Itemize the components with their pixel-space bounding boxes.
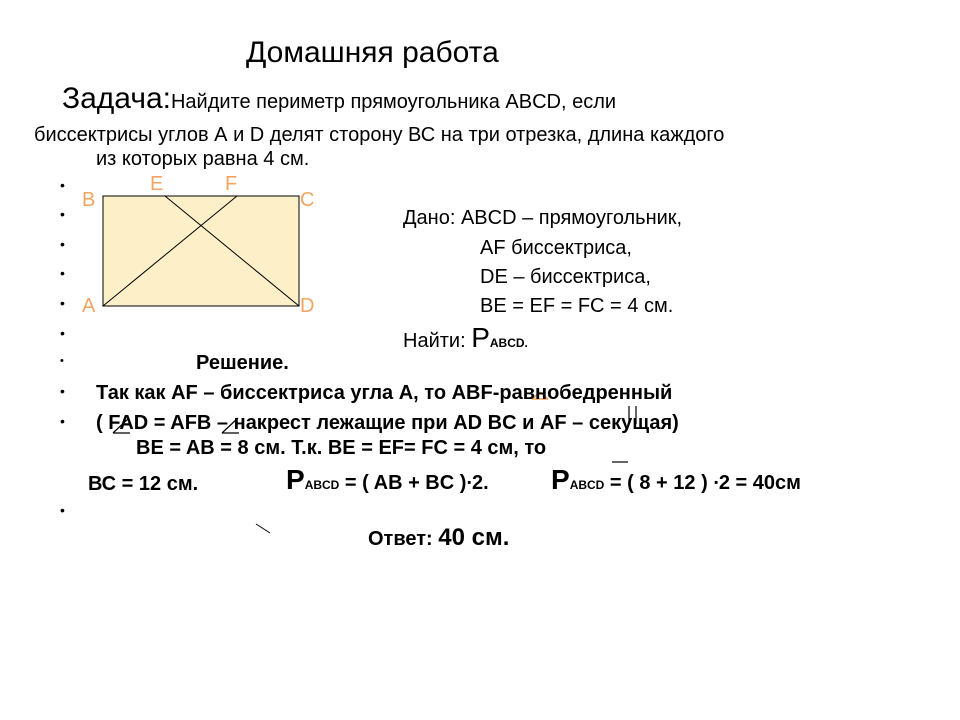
point-label-a: A <box>82 295 96 317</box>
bullet: • <box>60 265 65 281</box>
bullet: • <box>60 355 64 367</box>
point-label-f: F <box>225 173 238 195</box>
solution-line-2: ( FAD = AFB – накрест лежащие при AD BC и AF – секущая) <box>96 412 679 434</box>
bc-value: ВС = 12 см. <box>88 473 199 495</box>
given-line-4: BE = EF = FC = 4 см. <box>480 295 674 317</box>
given-line-1: Дано: ABCD – прямоугольник, <box>403 207 683 229</box>
solution-line-1: Так как AF – биссектриса угла А, то ABF-равнобедренный <box>96 382 673 404</box>
point-label-c: C <box>300 189 315 211</box>
bullet: • <box>60 502 65 518</box>
point-label-d: D <box>300 295 315 317</box>
solution-line-3: BE = AB = 8 см. Т.к. BE = EF= FC = 4 см, то <box>136 437 547 459</box>
bullet: • <box>60 206 65 222</box>
perimeter-subscript: ABCD <box>304 478 340 492</box>
perimeter-symbol: P <box>551 464 570 495</box>
bullet: • <box>60 413 65 429</box>
result-line <box>88 474 198 494</box>
bullet: • <box>60 177 65 193</box>
bullet: • <box>60 295 65 311</box>
task-text-line-1: Найдите периметр прямоугольника ABCD, если <box>170 91 617 113</box>
find-perimeter-subscript: ABCD. <box>489 336 528 350</box>
bullet: • <box>60 383 65 399</box>
answer-value: 40 см. <box>438 524 510 551</box>
perimeter-symbol: P <box>286 464 305 495</box>
answer-line <box>368 526 509 550</box>
task-text-line-2: биссектрисы углов А и D делят сторону ВС на три отрезка, длина каждого <box>34 124 725 146</box>
task-text-line-3: из которых равна 4 см. <box>96 148 310 170</box>
task-label-word: Задача: <box>62 82 171 115</box>
find-label: Найти: <box>403 330 466 352</box>
bullet: • <box>60 236 65 252</box>
perimeter-formula-text: = ( AB + BC )∙2. <box>339 472 489 494</box>
point-label-e: E <box>150 173 164 195</box>
find-line <box>403 324 528 352</box>
perimeter-calculation-text: = ( 8 + 12 ) ∙2 = 40см <box>604 472 801 494</box>
rectangle-abcd <box>103 196 299 306</box>
find-perimeter-symbol: P <box>471 322 490 353</box>
answer-label: Ответ: <box>368 528 433 550</box>
perimeter-subscript: ABCD <box>569 478 605 492</box>
page-title: Домашняя работа <box>246 36 499 69</box>
bullet: • <box>60 325 65 341</box>
solution-heading: Решение. <box>196 352 289 374</box>
stray-mark <box>256 524 270 533</box>
given-line-3: DE – биссектриса, <box>480 266 651 288</box>
perimeter-formula <box>286 466 489 494</box>
given-line-2: AF биссектриса, <box>480 237 632 259</box>
perimeter-calculation <box>551 466 801 494</box>
point-label-b: B <box>82 189 96 211</box>
